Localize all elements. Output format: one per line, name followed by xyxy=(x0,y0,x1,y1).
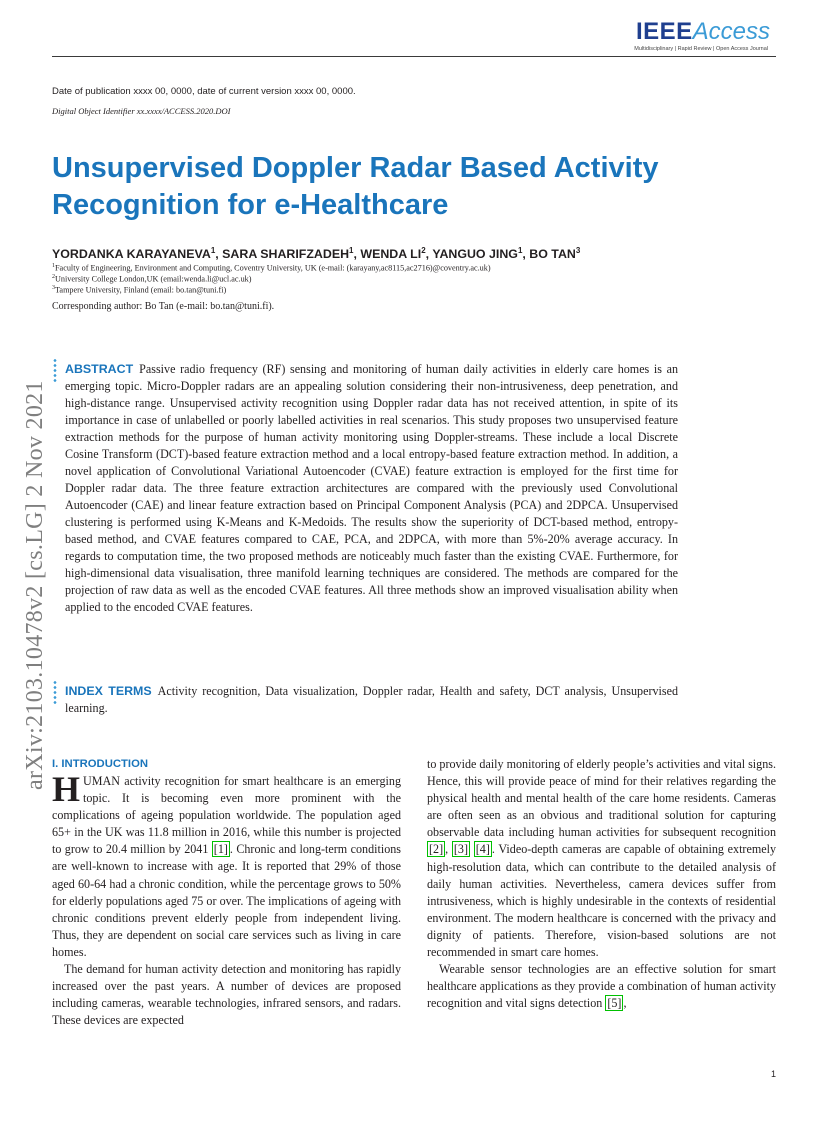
author-separator: , xyxy=(215,247,223,262)
header-rule xyxy=(52,56,776,57)
index-terms-label: INDEX TERMS xyxy=(65,684,152,698)
arxiv-stamp: arXiv:2103.10478v2 [cs.LG] 2 Nov 2021 xyxy=(22,380,48,790)
publication-date: Date of publication xxxx 00, 0000, date of current version xxxx 00, 0000. xyxy=(52,86,356,97)
page-number: 1 xyxy=(770,1069,776,1079)
index-terms-text: Activity recognition, Data visualization, Doppler radar, Health and safety, DCT analysis, Unsupervised learning. xyxy=(65,684,679,715)
affiliation-text: University College London,UK (email:wenda.li@ucl.ac.uk) xyxy=(55,274,252,284)
right-column xyxy=(427,756,776,1012)
ieee-access-logo xyxy=(636,18,770,46)
affiliation-number: 1 xyxy=(52,263,55,269)
abstract xyxy=(65,361,678,616)
author-affiliation-mark: 2 xyxy=(421,246,426,255)
abstract-label: ABSTRACT xyxy=(65,362,134,376)
paper-title: Unsupervised Doppler Radar Based Activity Recognition for e-Healthcare xyxy=(52,152,659,221)
affiliation-line xyxy=(52,274,251,284)
citation-link[interactable]: [4] xyxy=(475,842,490,857)
author-list xyxy=(52,246,580,261)
author-name: WENDA LI xyxy=(360,247,422,262)
citation-link[interactable]: [5] xyxy=(607,996,622,1011)
affiliation-number: 2 xyxy=(52,274,55,280)
paragraph-text: . Chronic and long-term conditions are well-known to increase with age. It is reported that 29% of those aged 60-64 had a chronic condition, while the percentage grows to 50% for elderly populations aged 75 or over. The implications of ageing with chronic conditions prevent elderly people from independent living. Thus, they are dependent on social care services such as living in care homes. xyxy=(52,842,401,959)
author-affiliation-mark: 3 xyxy=(575,246,581,255)
paragraph-text: UMAN activity recognition for smart healthcare is an emerging topic. It is becoming even more prominent with the complications of ageing population worldwide. The population aged 65+ in the UK was 11.8 million in 2016, while this number is projected to grow to 20.4 million by 2041 xyxy=(52,774,401,857)
author-separator: , xyxy=(425,247,433,262)
corresponding-author: Corresponding author: Bo Tan (e-mail: bo.tan@tuni.fi). xyxy=(52,301,275,312)
section-heading-introduction: I. INTRODUCTION xyxy=(52,758,149,770)
citation-link[interactable]: [3] xyxy=(453,842,468,857)
index-terms xyxy=(65,683,678,717)
author-name: YORDANKA KARAYANEVA xyxy=(52,247,211,262)
paragraph-text: Wearable sensor technologies are an effective solution for smart healthcare applications as they provide a combination of human activity recognition and vital signs detection xyxy=(427,962,776,1011)
author-name: SARA SHARIFZADEH xyxy=(222,247,350,262)
intro-paragraph-wearables xyxy=(427,961,776,1012)
affiliation-text: Tampere University, Finland (email: bo.tan@tuni.fi) xyxy=(55,285,227,295)
author-affiliation-mark: 1 xyxy=(210,246,216,255)
affiliation-number: 3 xyxy=(52,285,55,291)
affiliation-line xyxy=(52,263,491,273)
author-separator: , xyxy=(353,247,361,262)
left-column xyxy=(52,756,401,1029)
logo-access-text: Access xyxy=(692,18,770,45)
index-terms-marker-dots xyxy=(53,680,57,704)
drop-cap: H xyxy=(52,769,81,809)
author-separator: , xyxy=(522,247,530,262)
citation-separator: , xyxy=(445,842,452,857)
paragraph-text: , xyxy=(623,996,627,1011)
author-affiliation-mark: 1 xyxy=(349,246,354,255)
author-name: BO TAN xyxy=(529,247,576,262)
intro-paragraph-2: The demand for human activity detection and monitoring has rapidly increased over the past years. A number of devices are proposed including cameras, wearable technologies, infrared sensors, and radars. These devices are expected xyxy=(52,962,401,1028)
abstract-text: Passive radio frequency (RF) sensing and monitoring of human daily activities in elderly care homes is an emerging topic. Micro-Doppler radars are an appealing solution considering their non-intrusiveness, deep penetration, and high-distance range. Unsupervised activity recognition using Doppler radar data has not received attention, in spite of its importance in case of unlabelled or poorly labelled activities in real scenarios. This study proposes two unsupervised feature extraction methods for the purpose of human activity monitoring using Doppler-streams. These include a local Discrete Cosine Transform (DCT)-based feature extraction method and a local entropy-based feature extraction method. In addition, a novel application of Convolutional Variational Autoencoder (CVAE) feature extraction is employed for the first time for Doppler radar data. The three feature extraction architectures are compared with the previously used Convolutional Autoencoder (CAE) and linear feature extraction based on Principal Component Analysis (PCA) and 2DPCA. Unsupervised clustering is performed using K-Means and K-Medoids. The results show the superiority of DCT-based method, entropy-based method, and CVAE features compared to CAE, PCA, and 2DPCA, with more than 5%-20% average accuracy. In regards to computation time, the two proposed methods are noticeably much faster than the existing CVAE. Furthermore, for high-dimensional data visualisation, three manifold learning techniques are considered. The methods are compared for the projection of raw data as well as the encoded CVAE features. All three methods show an improved visualisation ability when applied to the encoded CVAE features. xyxy=(65,362,678,614)
affiliation-line xyxy=(52,285,226,295)
author-affiliation-mark: 1 xyxy=(517,246,523,255)
intro-paragraph-continued xyxy=(427,756,776,961)
logo-tagline: Multidisciplinary | Rapid Review | Open Access Journal xyxy=(634,46,768,52)
doi-line: Digital Object Identifier xx.xxxx/ACCESS.2020.DOI xyxy=(52,106,231,116)
citation-link[interactable]: [2] xyxy=(429,842,444,857)
intro-paragraph-1 xyxy=(52,769,401,961)
author-name: YANGUO JING xyxy=(432,247,518,262)
affiliation-text: Faculty of Engineering, Environment and Computing, Coventry University, UK (e-mail: (karayany,ac8115,ac2716)@coventry.ac.uk) xyxy=(55,263,491,273)
citation-link[interactable]: [1] xyxy=(213,842,228,857)
paragraph-text: . Video-depth cameras are capable of obtaining extremely high-resolution data, which can contribute to the detailed analysis of daily human activities. Nevertheless, camera devices suffer from intrusiveness, which is highly undesirable in the contexts of residential environment. The modern healthcare is concerned with the privacy and dignity of patients. Therefore, vision-based solutions are not recommended in smart care homes. xyxy=(427,842,777,960)
paragraph-text: to provide daily monitoring of elderly people’s activities and vital signs. Hence, this will provide peace of mind for their relatives regarding the physical health and mental health of the care home residents. Cameras are often seen as an obvious and traditional solution for capturing observable data including human activities for subsequent recognition xyxy=(427,757,776,840)
logo-ieee-text: IEEE xyxy=(635,18,693,45)
abstract-marker-dots xyxy=(53,358,57,382)
